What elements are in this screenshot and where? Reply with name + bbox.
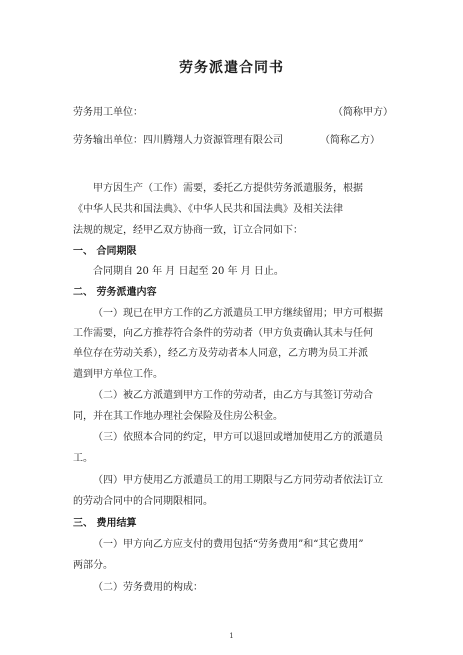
section-1-text: 合同期自 20 年 月 日起至 20 年 月 日止。 xyxy=(93,266,284,277)
section-1-heading: 一、 合同期限 xyxy=(73,246,137,257)
section-2-clause-1-line-2: 工作需要，向乙方推荐符合条件的劳动者（甲方负责确认其未与任何 xyxy=(73,328,373,339)
section-2-clause-3-line-1: （三）依照本合同的约定，甲方可以退回或增加使用乙方的派遣员 xyxy=(93,432,383,443)
intro-line-2: 《中华人民共和国法典》、《中华人民共和国法典》及相关法律 xyxy=(73,204,343,215)
section-2-clause-3-line-2: 工。 xyxy=(73,453,93,464)
party-a-label: 劳务用工单位： xyxy=(73,107,143,118)
party-a-note: （简称甲方） xyxy=(333,107,393,118)
section-2-clause-1-line-1: （一）现已在甲方工作的乙方派遣员工甲方继续留用；甲方可根据 xyxy=(93,308,383,319)
section-2-clause-2-line-1: （二）被乙方派遣到甲方工作的劳动者，由乙方与其签订劳动合 xyxy=(93,390,373,401)
section-3-heading: 三、 费用结算 xyxy=(73,518,137,529)
section-3-clause-1-line-1: （一）甲方向乙方应支付的费用包括“劳务费用”和“其它费用” xyxy=(93,539,364,550)
intro-line-3: 法规的规定，经甲乙双方协商一致，订立合同如下： xyxy=(73,225,303,236)
document-title: 劳务派遣合同书 xyxy=(179,60,284,76)
section-2-clause-1-line-4: 遣到甲方单位工作。 xyxy=(73,369,163,380)
intro-line-1: 甲方因生产（工作）需要，委托乙方提供劳务派遣服务，根据 xyxy=(93,183,363,194)
section-2-clause-2-line-2: 同，并在其工作地办理社会保险及住房公积金。 xyxy=(73,411,283,422)
section-2-clause-1-line-3: 单位存在劳动关系），经乙方及劳动者本人同意，乙方聘为员工并派 xyxy=(73,348,368,359)
section-2-clause-4-line-2: 的劳动合同中的合同期限相同。 xyxy=(73,496,213,507)
page-number: 1 xyxy=(229,632,234,640)
section-3-clause-2: （二）劳务费用的构成： xyxy=(93,582,203,593)
section-2-clause-4-line-1: （四）甲方使用乙方派遣员工的用工期限与乙方同劳动者依法订立 xyxy=(93,475,383,486)
section-3-clause-1-line-2: 两部分。 xyxy=(73,560,113,571)
section-2-heading: 二、 劳务派遣内容 xyxy=(73,287,157,298)
party-b-label: 劳务输出单位：四川腾翔人力资源管理有限公司 xyxy=(73,135,283,146)
party-b-note: （简称乙方） xyxy=(320,135,380,146)
